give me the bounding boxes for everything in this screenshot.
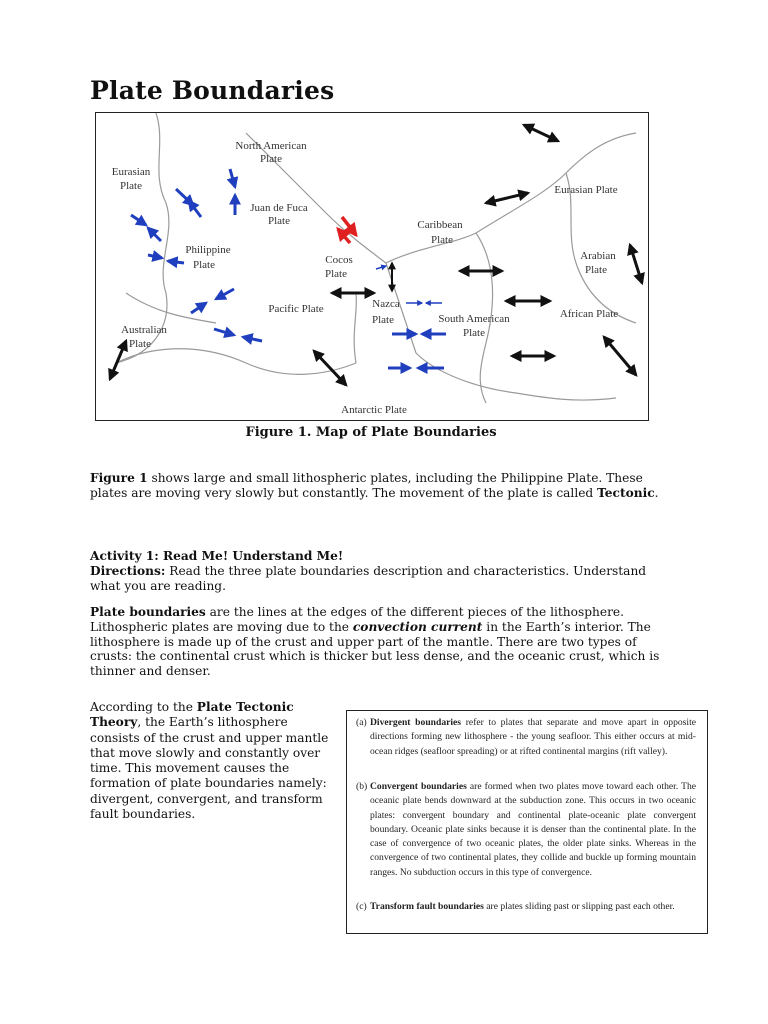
convergent-arrow xyxy=(216,289,234,299)
transform-item xyxy=(356,900,696,914)
label-north-american-2: Plate xyxy=(260,153,282,165)
label-eurasian-right: Eurasian Plate xyxy=(554,184,618,196)
boundaries-paragraph xyxy=(90,605,680,679)
divergent-arrow xyxy=(524,125,558,141)
label-african: African Plate xyxy=(559,308,619,320)
red-arrow xyxy=(338,229,350,243)
theory-paragraph xyxy=(90,700,335,822)
convergent-arrows xyxy=(131,169,446,368)
label-philippine: Philippine xyxy=(185,244,231,256)
label-juan-de-fuca-2: Plate xyxy=(268,215,290,227)
convergent-arrow xyxy=(148,255,162,258)
directions-text: Read the three plate boundaries description and characteristics. Understand what you are reading. xyxy=(90,563,647,593)
activity-section xyxy=(90,549,680,593)
label-nazca: Nazca xyxy=(372,298,400,310)
label-cocos: Cocos xyxy=(325,254,353,266)
label-arabian: Arabian xyxy=(580,250,616,262)
divergent-term: Divergent boundaries xyxy=(370,717,462,728)
label-caribbean-2: Plate xyxy=(431,234,453,246)
label-antarctic: Antarctic Plate xyxy=(341,404,407,416)
label-juan-de-fuca: Juan de Fuca xyxy=(250,202,308,214)
divergent-arrow xyxy=(604,337,636,375)
divergent-item xyxy=(356,716,696,759)
boundary-lines xyxy=(116,113,636,403)
item-label: (a) xyxy=(356,717,367,728)
figure-caption: Figure 1. Map of Plate Boundaries xyxy=(245,425,497,440)
boundaries-term: Plate boundaries xyxy=(90,605,206,619)
item-label: (b) xyxy=(356,781,368,792)
label-south-american: South American xyxy=(438,313,510,325)
convergent-arrow xyxy=(189,201,201,217)
intro-text-a: shows large and small lithospheric plates, including the Philippine Plate. These plates are moving very slowly but constantly. The movement of the plate is called xyxy=(90,471,643,500)
theory-term: Plate Tectonic Theory xyxy=(90,700,294,730)
red-arrow xyxy=(342,217,356,235)
label-arabian-2: Plate xyxy=(585,264,607,276)
label-pacific: Pacific Plate xyxy=(268,303,324,315)
item-label: (c) xyxy=(356,901,367,912)
label-south-american-2: Plate xyxy=(463,327,485,339)
label-north-american: North American xyxy=(235,140,307,152)
boundaries-text-a: are the lines at the edges of the different pieces of the lithosphere. Lithospheric plates are moving due to the xyxy=(90,605,625,634)
intro-paragraph xyxy=(90,471,680,501)
convergent-arrow xyxy=(243,337,262,341)
tectonic-term: Tectonic xyxy=(597,485,655,500)
convergent-arrow xyxy=(148,228,161,241)
convergent-arrow xyxy=(191,303,206,313)
convergent-arrow xyxy=(168,261,184,263)
divergent-text: refer to plates that separate and move apart in opposite directions forming new lithosphere - the young seafloor. This either occurs at mid-ocean ridges (seafloor spreading) or at rifted continental margins (rift valley). xyxy=(370,717,697,757)
label-cocos-2: Plate xyxy=(325,268,347,280)
divergent-arrow xyxy=(486,193,528,203)
intro-text-b: . xyxy=(654,485,659,500)
label-australian-2: Plate xyxy=(129,338,151,350)
page-title: Plate Boundaries xyxy=(90,76,335,105)
highlight-arrows xyxy=(338,217,356,243)
theory-text-a: According to the xyxy=(90,700,197,714)
convergent-arrow xyxy=(376,266,386,269)
figure-ref: Figure 1 xyxy=(90,471,148,485)
boundary-types-box xyxy=(346,710,708,934)
label-eurasian-left-2: Plate xyxy=(120,180,142,192)
boundaries-text-b: in the Earth’s interior. The lithosphere is made up of the crust and upper part of the mantle. There are two types of crusts: the continental crust which is thicker but less dense, and the oceanic crust, which is thinner and denser. xyxy=(90,619,660,679)
label-caribbean: Caribbean xyxy=(417,219,463,231)
label-eurasian-left: Eurasian xyxy=(111,166,151,178)
convergent-text: are formed when two plates move toward each other. The oceanic plate bends downward at the subduction zone. This occurs in two oceanic plates: convergent boundary and continental plate-oceanic plate convergent boundary. Oceanic plate sinks because it is denser than the continental plate. In the case of convergence of two oceanic plates, the older plate sinks. Whereas in the convergence of two continental plates, they collide and buckle up forming mountain ranges. No subduction occurs in this type of convergence. xyxy=(370,781,697,878)
convergent-item xyxy=(356,780,696,880)
transform-text: are plates sliding past or slipping past each other. xyxy=(483,901,675,912)
divergent-arrow xyxy=(630,245,642,283)
convergent-term: Convergent boundaries xyxy=(370,781,467,792)
activity-heading: Activity 1: Read Me! Understand Me! xyxy=(90,549,344,563)
theory-text-b: , the Earth’s lithosphere consists of the crust and upper mantle that move slowly and constantly over time. This movement causes the formation of plate boundaries namely: divergent, convergent, and transform fault boundaries. xyxy=(90,715,329,822)
label-nazca-2: Plate xyxy=(372,314,394,326)
label-australian: Australian xyxy=(121,324,167,336)
map-labels xyxy=(112,140,619,416)
convergent-arrow xyxy=(131,215,146,225)
plate-boundary-map xyxy=(95,112,649,421)
convergent-arrow xyxy=(230,169,235,187)
label-philippine-2: Plate xyxy=(193,259,215,271)
convergent-arrow xyxy=(214,329,234,335)
transform-term: Transform fault boundaries xyxy=(370,901,484,912)
convection-term: convection current xyxy=(352,619,483,634)
directions-label: Directions: xyxy=(90,563,166,578)
